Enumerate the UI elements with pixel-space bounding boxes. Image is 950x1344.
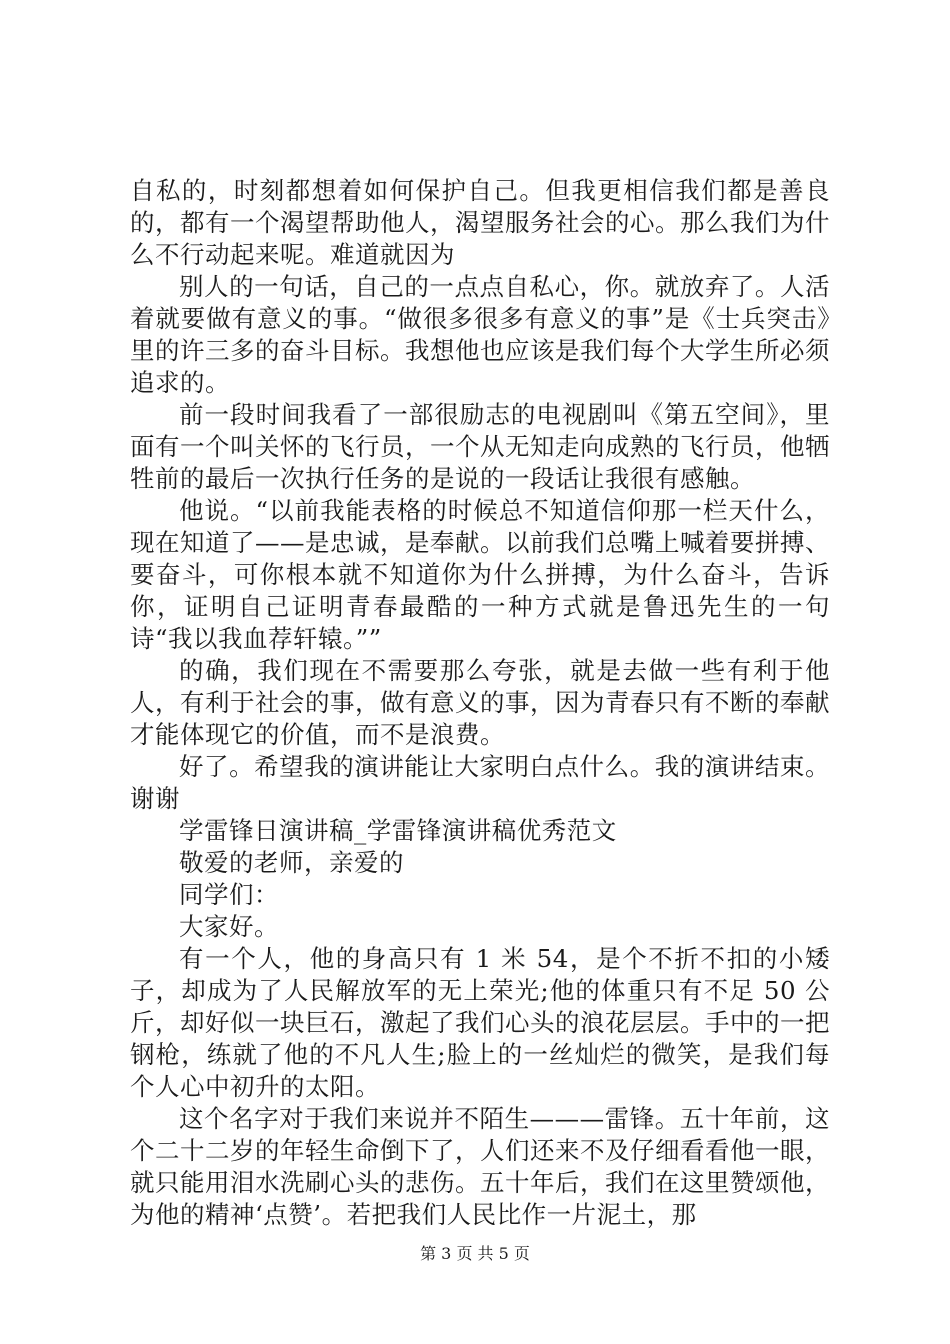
page-number-footer: 第 3 页 共 5 页: [420, 1244, 530, 1263]
paragraph: 这个名字对于我们来说并不陌生———雷锋。五十年前，这个二十二岁的年轻生命倒下了，人们还来不及仔细看看他一眼，就只能用泪水洗刷心头的悲伤。五十年后，我们在这里赞颂他，为他的精神‘点赞’。若把我们人民比作一片泥土，那: [130, 1104, 830, 1229]
paragraph: 自私的，时刻都想着如何保护自己。但我更相信我们都是善良的，都有一个渴望帮助他人，渴望服务社会的心。那么我们为什么不行动起来呢。难道就因为: [130, 176, 830, 269]
speech-title: 学雷锋日演讲稿_学雷锋演讲稿优秀范文: [179, 816, 617, 845]
greeting-line: 大家好。: [179, 912, 279, 941]
paragraph: 有一个人，他的身高只有 1 米 54，是个不折不扣的小矮子，却成为了人民解放军的无上荣光;他的体重只有不足 50 公斤，却好似一块巨石，激起了我们心头的浪花层层。手中的一把钢枪，练就了他的不凡人生;脸上的一丝灿烂的微笑，是我们每个人心中初升的太阳。: [130, 944, 830, 1101]
salutation-line: 同学们：: [179, 880, 279, 909]
paragraph: 好了。希望我的演讲能让大家明白点什么。我的演讲结束。谢谢: [130, 752, 830, 813]
paragraph: 前一段时间我看了一部很励志的电视剧叫《第五空间》，里面有一个叫关怀的飞行员，一个从无知走向成熟的飞行员，他牺牲前的最后一次执行任务的是说的一段话让我很有感触。: [130, 400, 830, 493]
paragraph: 别人的一句话，自己的一点点自私心，你。就放弃了。人活着就要做有意义的事。“做很多很多有意义的事”是《士兵突击》里的许三多的奋斗目标。我想他也应该是我们每个大学生所必须追求的。: [130, 272, 830, 397]
paragraph: 他说。“以前我能表格的时候总不知道信仰那一栏天什么，现在知道了——是忠诚，是奉献。以前我们总嘴上喊着要拼搏、要奋斗，可你根本就不知道你为什么拼搏，为什么奋斗，告诉你，证明自己证明青春最酷的一种方式就是鲁迅先生的一句诗“我以我血荐轩辕。””: [130, 496, 830, 653]
document-body: [130, 175, 830, 1231]
salutation-line: 敬爱的老师，亲爱的: [179, 848, 404, 877]
paragraph: 的确，我们现在不需要那么夸张，就是去做一些有利于他人，有利于社会的事，做有意义的事，因为青春只有不断的奉献才能体现它的价值，而不是浪费。: [130, 656, 830, 749]
